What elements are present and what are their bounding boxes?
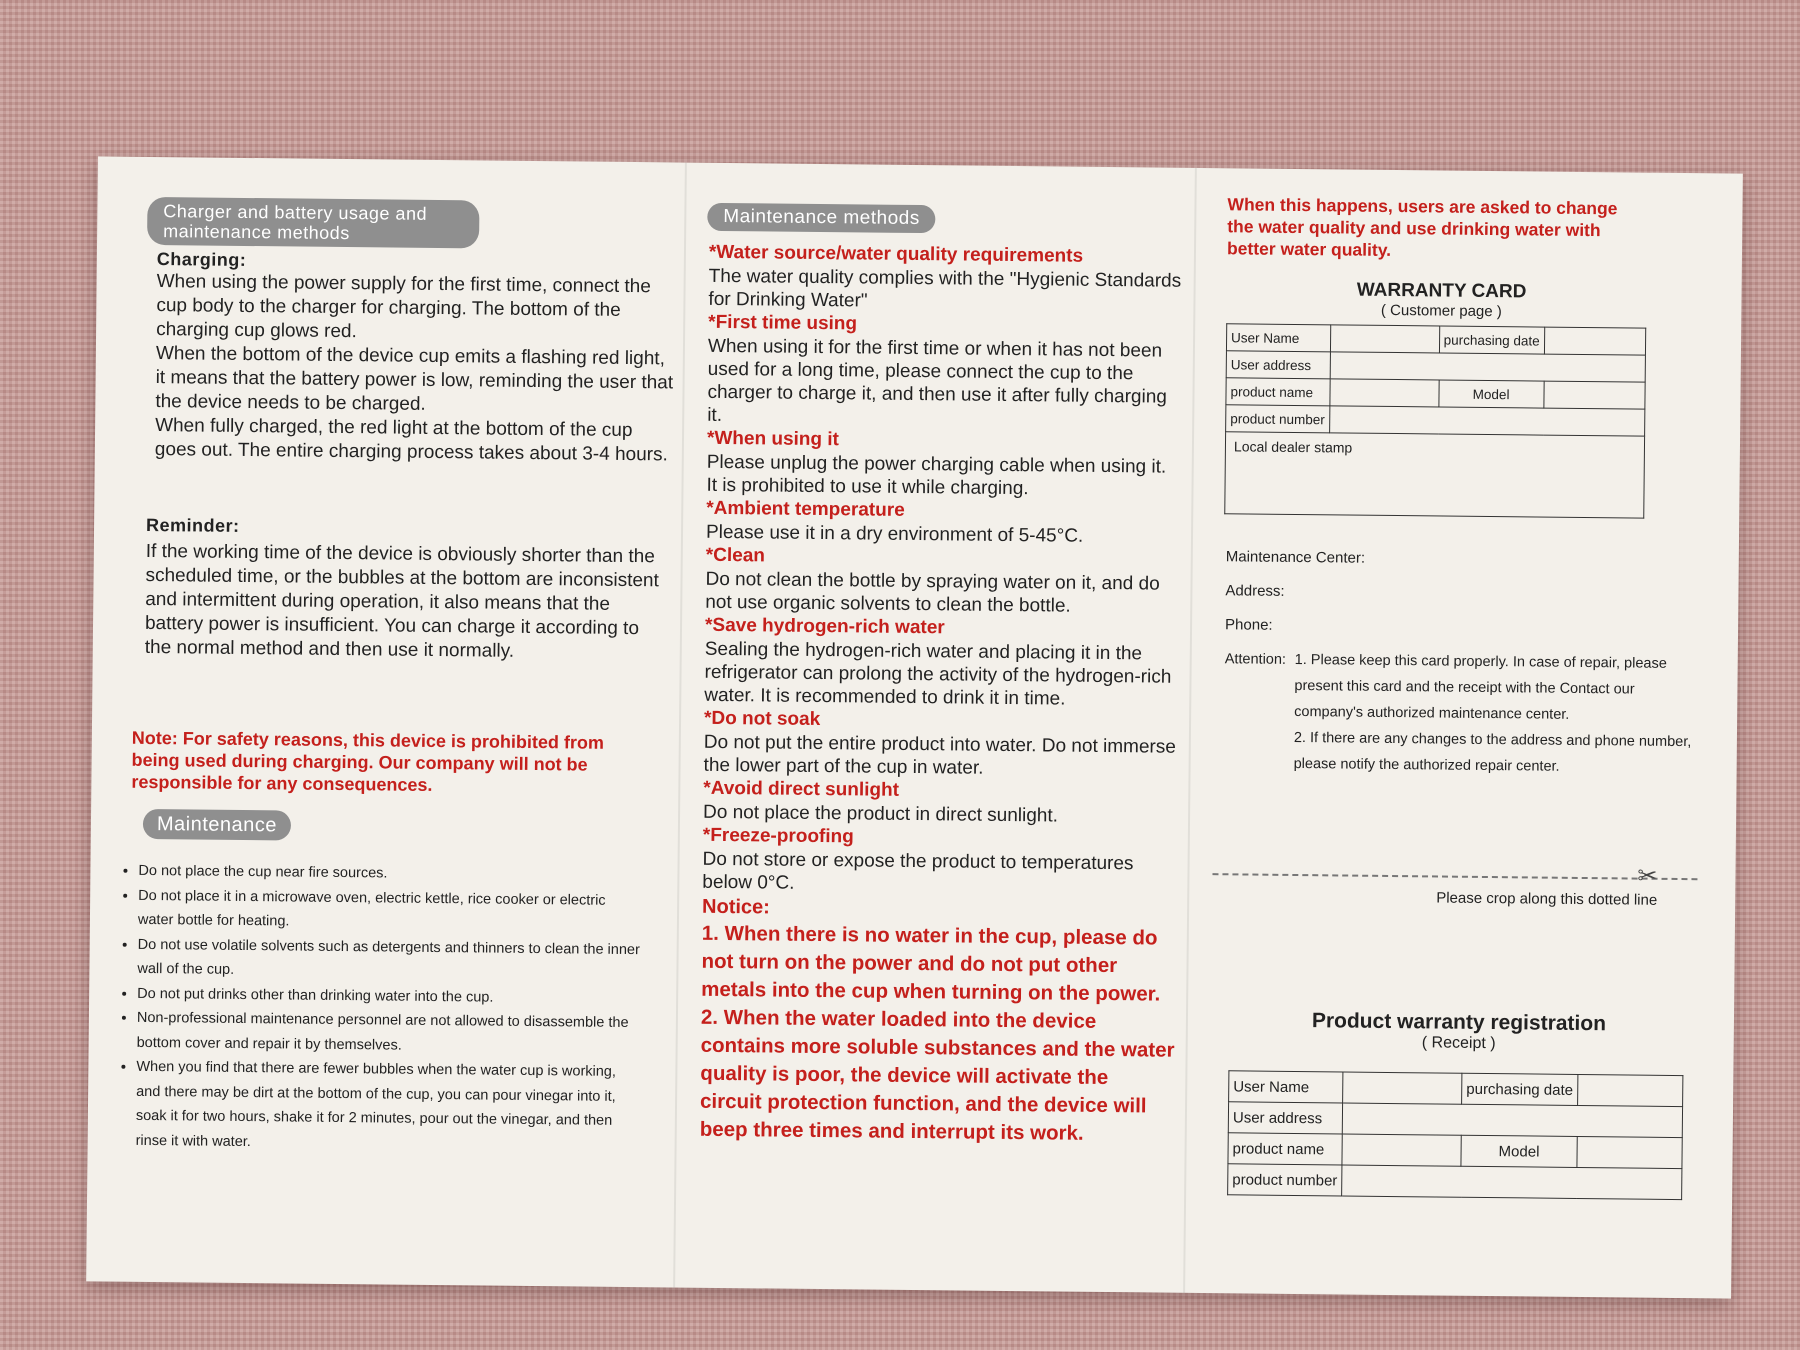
attention-section <box>1224 646 1695 781</box>
method-item <box>704 614 1180 712</box>
field-product-number[interactable] <box>1329 406 1645 436</box>
field-user-address[interactable] <box>1330 352 1646 382</box>
warranty-subtitle: ( Customer page ) <box>1380 301 1502 321</box>
method-title: *When using it <box>706 427 840 451</box>
safety-note: Note: For safety reasons, this device is prohibited from being used during charging. Our company will not be responsible for any consequences. <box>131 727 605 795</box>
charging-section <box>155 249 677 467</box>
label-product-name: product name <box>1226 378 1330 406</box>
registration-title: Product warranty registration <box>1311 1009 1607 1036</box>
label-user-address: User address <box>1226 351 1330 379</box>
list-item: • Do not use volatile solvents such as detergents and thinners to clean the inner wall of the cup. <box>137 932 643 986</box>
label-product-name: product name <box>1228 1133 1342 1165</box>
method-item <box>703 707 1179 782</box>
list-item: • Do not put drinks other than drinking water into the cup. <box>137 981 643 1011</box>
method-item <box>703 777 1178 829</box>
instruction-leaflet <box>86 156 1743 1298</box>
field-model[interactable] <box>1544 381 1646 409</box>
method-title: *Water source/water quality requirements <box>708 241 1084 267</box>
label-purchasing-date: purchasing date <box>1462 1073 1578 1105</box>
reminder-title: Reminder: <box>145 514 240 536</box>
reminder-section <box>145 515 666 665</box>
registration-subtitle: ( Receipt ) <box>1421 1034 1496 1053</box>
attention-item-2: 2. If there are any changes to the address and phone number, please notify the authorized repair center. <box>1293 729 1692 775</box>
label-user-name: User Name <box>1226 324 1330 352</box>
label-user-name: User Name <box>1229 1071 1343 1103</box>
method-text: The water quality complies with the "Hygienic Standards for Drinking Water" <box>708 265 1182 312</box>
dealer-stamp-label: Local dealer stamp <box>1233 438 1353 456</box>
method-item <box>706 497 1181 549</box>
panel-maintenance-methods <box>676 163 1193 1293</box>
method-item <box>708 241 1184 316</box>
method-item <box>705 544 1181 619</box>
section-header-maintenance-methods: Maintenance methods <box>707 203 936 233</box>
panel-charger-maintenance <box>116 157 683 1288</box>
method-title: *Ambient temperature <box>706 497 905 521</box>
address-label: Address: <box>1225 582 1285 600</box>
method-text: Sealing the hydrogen-rich water and placing it in the refrigerator can prolong the activity of the hydrogen-rich water. It is recommended to drink it in time. <box>704 638 1172 710</box>
charging-title: Charging: <box>156 249 247 270</box>
charging-paragraph-3: When fully charged, the red light at the bottom of the cup goes out. The entire charging process takes about 3-4 hours. <box>154 415 668 466</box>
warranty-form <box>1225 323 1646 436</box>
label-product-number: product number <box>1228 1164 1342 1196</box>
warranty-title: WARRANTY CARD <box>1356 279 1527 303</box>
attention-item-1: 1. Please keep this card properly. In case of repair, please present this card and the receipt with the Contact our company's authorized maintenance center. <box>1294 651 1667 723</box>
method-item <box>702 824 1178 899</box>
crop-instruction: Please crop along this dotted line <box>1436 889 1658 909</box>
dotted-cut-line <box>1212 873 1697 880</box>
notice-2: 2. When the water loaded into the device contains more soluble substances and the water quality is poor, the device will activate the circuit protection function, and the device will beep three times and interrupt its work. <box>699 1005 1175 1145</box>
method-title: *Freeze-proofing <box>702 824 854 848</box>
method-item <box>706 427 1182 502</box>
method-text: Do not clean the bottle by spraying water on it, and do not use organic solvents to clean the bottle. <box>705 568 1160 617</box>
list-item: • Do not place it in a microwave oven, electric kettle, rice cooker or electric water bottle for heating. <box>138 883 644 937</box>
method-text: Do not put the entire product into water. Do not immerse the lower part of the cup in water. <box>703 731 1176 779</box>
method-text: Do not place the product in direct sunlight. <box>702 801 1059 827</box>
attention-items <box>1294 647 1695 781</box>
section-header-maintenance: Maintenance <box>143 809 291 841</box>
method-text: When using it for the first time or when it has not been used for a long time, please connect the cup to the charger to charge it, and then use it after fully charging it. <box>707 335 1168 426</box>
method-item <box>707 311 1183 432</box>
maintenance-list <box>122 859 645 1158</box>
method-text: Do not store or expose the product to temperatures below 0°C. <box>702 848 1134 894</box>
charging-paragraph-2: When the bottom of the device cup emits a flashing red light, it means that the battery power is low, reminding the user that the device needs to be charged. <box>155 343 674 415</box>
method-text: Please unplug the power charging cable when using it. It is prohibited to use it while charging. <box>706 451 1167 500</box>
notice-1: 1. When there is no water in the cup, please do not turn on the power and do not put other metals into the cup when turning on the power. <box>701 921 1161 1006</box>
field-user-address[interactable] <box>1342 1103 1682 1138</box>
methods-list <box>700 241 1184 1149</box>
field-user-name[interactable] <box>1330 325 1439 353</box>
method-title: *First time using <box>708 311 858 335</box>
field-user-name[interactable] <box>1343 1072 1462 1104</box>
section-header-charger: Charger and battery usage and maintenance methods <box>147 197 479 248</box>
registration-form <box>1227 1070 1683 1200</box>
label-purchasing-date: purchasing date <box>1439 326 1544 354</box>
label-product-number: product number <box>1226 405 1330 433</box>
method-text: Please use it in a dry environment of 5-45°C. <box>705 521 1084 547</box>
list-item: • Do not place the cup near fire sources. <box>138 859 644 889</box>
field-purchasing-date[interactable] <box>1577 1074 1683 1106</box>
method-title: *Clean <box>705 544 766 567</box>
field-model[interactable] <box>1577 1136 1683 1168</box>
label-model: Model <box>1461 1135 1577 1167</box>
method-title: *Save hydrogen-rich water <box>704 614 945 639</box>
charging-paragraph-1: When using the power supply for the first time, connect the cup body to the charger for charging. The bottom of the charging cup glows red. <box>156 271 651 343</box>
reminder-text: If the working time of the device is obviously shorter than the scheduled time, or the bubbles at the bottom are inconsistent and intermittent during operation, it also means that the battery power is insufficient. You can charge it according to the normal method and then use it normally. <box>144 540 659 662</box>
scissors-icon: ✂ <box>1637 862 1658 890</box>
field-purchasing-date[interactable] <box>1544 327 1646 355</box>
method-title: *Do not soak <box>703 707 821 731</box>
notice-title: Notice: <box>701 895 771 919</box>
attention-row <box>1224 646 1695 781</box>
maintenance-center-label: Maintenance Center: <box>1225 548 1366 567</box>
water-quality-advice: When this happens, users are asked to change the water quality and use drinking water with better water quality. <box>1226 194 1618 260</box>
label-model: Model <box>1438 380 1543 408</box>
panel-warranty <box>1186 168 1718 1298</box>
warranty-card <box>1224 278 1656 518</box>
service-info <box>1225 540 1646 646</box>
phone-label: Phone: <box>1225 616 1273 634</box>
dealer-stamp-box <box>1224 432 1645 518</box>
list-item: • When you find that there are fewer bubbles when the water cup is working, and there may be dirt at the bottom of the cup, you can pour vinegar into it, soak it for two hours, shake it for 2 minutes, pour out the vinegar, and then rinse it with water. <box>136 1055 643 1158</box>
crop-line <box>1212 862 1697 909</box>
field-product-number[interactable] <box>1342 1165 1682 1200</box>
field-product-name[interactable] <box>1342 1134 1461 1166</box>
list-item: • Non-professional maintenance personnel are not allowed to disassemble the bottom cover and repair it by themselves. <box>137 1006 643 1060</box>
label-user-address: User address <box>1228 1102 1342 1134</box>
field-product-name[interactable] <box>1329 379 1438 407</box>
method-title: *Avoid direct sunlight <box>703 777 900 801</box>
attention-label: Attention: <box>1224 651 1287 668</box>
registration-section <box>1227 1008 1689 1200</box>
